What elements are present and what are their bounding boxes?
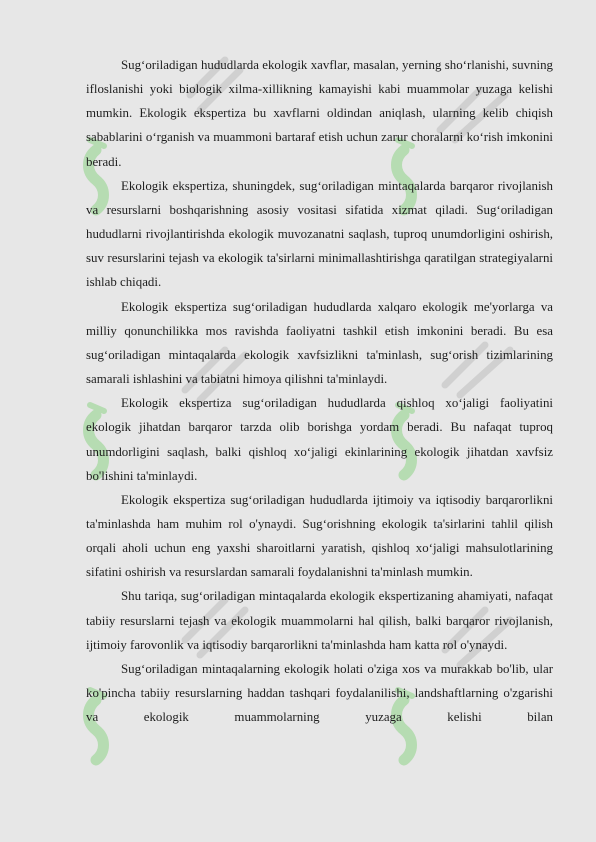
paragraph: Sug‘oriladigan mintaqalarning ekologik holati o'ziga xos va murakkab bo'lib, ular ko'pincha tabiiy resurslarning haddan tashqari foydalanilishi, landshaftlarning o'zgarishi va ekologik muammolarning yuzaga kelishi bilan (86, 661, 553, 725)
paragraph: Ekologik ekspertiza sug‘oriladigan hududlarda qishloq xo‘jaligi faoliyatini ekologik jihatdan barqaror tarzda olib borishga yordam beradi. Bu nafaqat tuproq unumdorligini saqlash, balki qishloq xo‘jaligi ekinlarining ekologik jihatdan xavfsiz bo'lishini ta'minlaydi. (86, 396, 553, 483)
paragraph: Ekologik ekspertiza sug‘oriladigan hududlarda ijtimoiy va iqtisodiy barqarorlikni ta'minlashda ham muhim rol o'ynaydi. Sug‘orishning ekologik ta'sirlarini tahlil qilish orqali aholi uchun eng yaxshi sharoitlarni yaratish, qishloq xo‘jaligi mahsulotlarining sifatini oshirish va resurslardan samarali foydalanishni ta'minlash mumkin. (86, 492, 553, 580)
paragraph: Shu tariqa, sug‘oriladigan mintaqalarda ekologik ekspertizaning ahamiyati, nafaqat tabiiy resurslarni tejash va ekologik muammolarni hal qilish, balki barqaror rivojlanish, ijtimoiy farovonlik va iqtisodiy barqarorlikni ta'minlashda ham katta rol o'ynaydi. (86, 589, 553, 652)
paragraph: Sug‘oriladigan hududlarda ekologik xavflar, masalan, yerning sho‘rlanishi, suvning ifloslanishi yoki biologik xilma-xillikning kamayishi kabi muammolar yuzaga kelishi mumkin. Ekologik ekspertiza bu xavflarni oldindan aniqlash, ularning kelib chiqish sabablarini o‘rganish va muammoni bartaraf etish uchun zarur choralarni ko‘rish imkonini beradi. (86, 58, 553, 169)
paragraph: Ekologik ekspertiza sug‘oriladigan hududlarda xalqaro ekologik me'yorlarga va milliy qonunchilikka mos ravishda faoliyatni tashkil etish imkonini beradi. Bu esa sug‘oriladigan mintaqalarda ekologik xavfsizlikni ta'minlash, sug‘orish tizimlarining samarali ishlashini va tabiatni himoya qilishni ta'minlaydi. (86, 299, 553, 387)
document-body (86, 53, 553, 729)
paragraph: Ekologik ekspertiza, shuningdek, sug‘oriladigan mintaqalarda barqaror rivojlanish va resurslarni boshqarishning asosiy vositasi sifatida xizmat qiladi. Sug‘oriladigan hududlarni rivojlantirishda ekologik muvozanatni saqlash, tuproq unumdorligini oshirish, suv resurslarini tejash va ekologik ta'sirlarni minimallashtirishga qaratilgan strategiyalarni ishlab chiqadi. (86, 178, 553, 290)
